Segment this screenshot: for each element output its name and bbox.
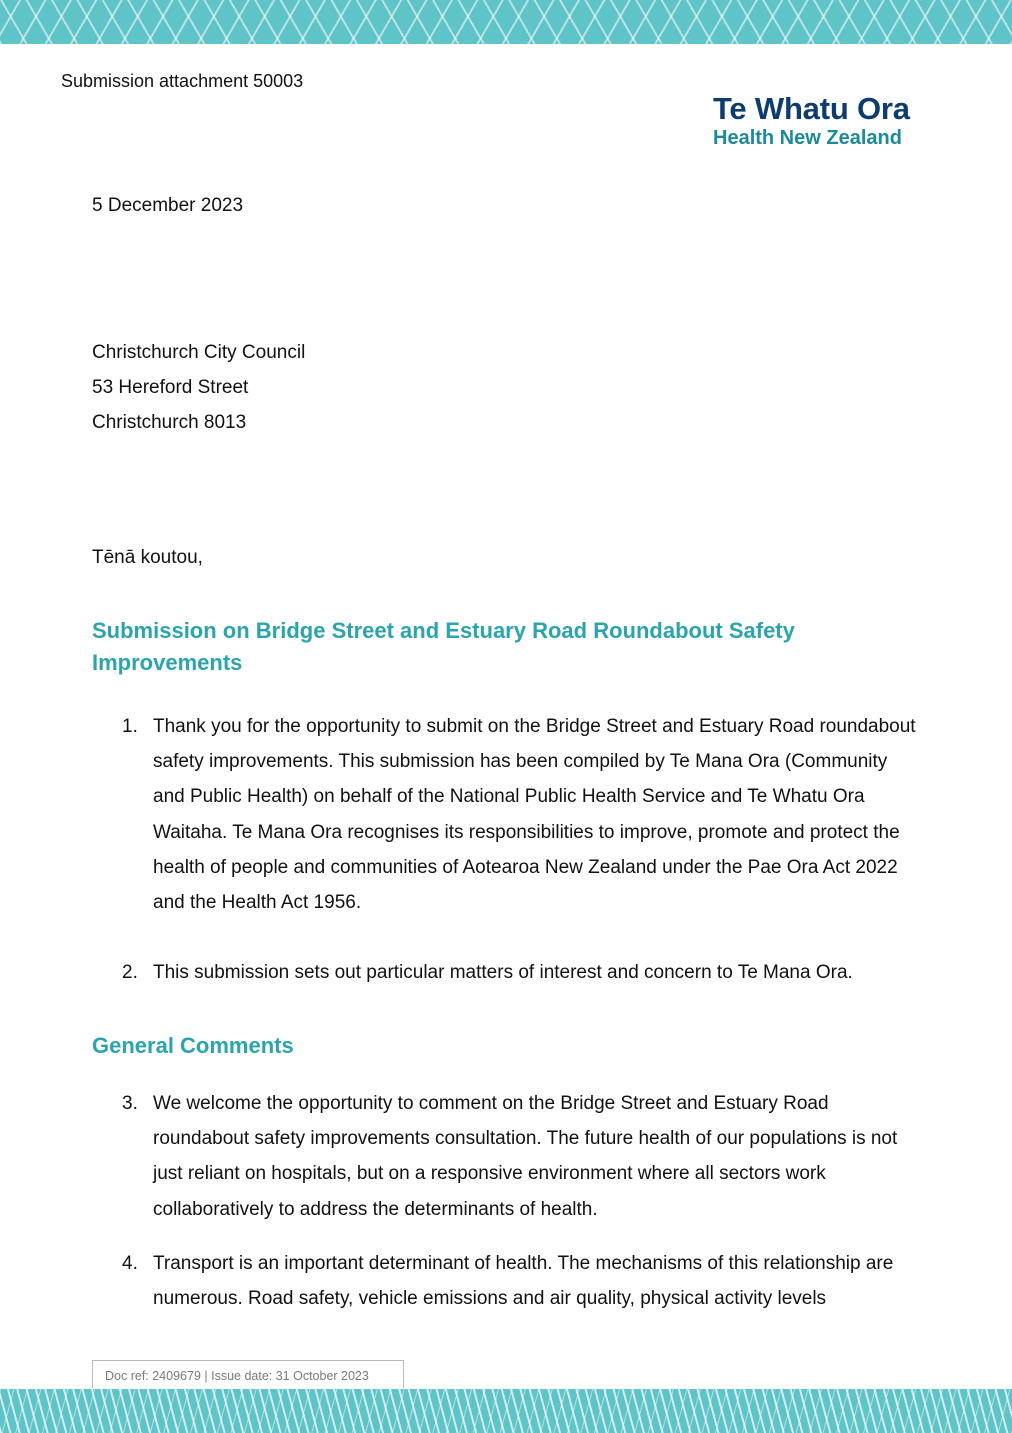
top-decorative-band: [0, 0, 1012, 44]
paragraph-text: We welcome the opportunity to comment on the Bridge Street and Estuary Road roundabout safety improvements consultation. The future health of our populations is not just reliant on hospitals, but on a responsive environment where all sectors work collaboratively to address the determinants of health.: [153, 1093, 898, 1220]
paragraph-text: Transport is an important determinant of health. The mechanisms of this relationship are numerous. Road safety, vehicle emissions and air quality, physical activity levels: [153, 1253, 894, 1310]
attachment-label: Submission attachment 50003: [61, 71, 304, 91]
numbered-paragraph: [122, 955, 922, 990]
document-reference: Doc ref: 2409679 | Issue date: 31 October 2023: [92, 1360, 404, 1388]
paragraph-number: 2.: [122, 962, 138, 983]
recipient-address: [92, 335, 305, 440]
logo-subtitle: Health New Zealand: [713, 127, 902, 149]
paragraph-text: This submission sets out particular matters of interest and concern to Te Mana Ora.: [153, 962, 853, 983]
paragraph-text: Thank you for the opportunity to submit on the Bridge Street and Estuary Road roundabout safety improvements. This submission has been compiled by Te Mana Ora (Community and Public Health) on behalf of the National Public Health Service and Te Whatu Ora Waitaha. Te Mana Ora recognises its responsibilities to improve, promote and protect the health of people and communities of Aotearoa New Zealand under the Pae Ora Act 2022 and the Health Act 1956.: [153, 716, 916, 914]
address-line: Christchurch City Council: [92, 342, 306, 363]
paragraph-number: 3.: [122, 1093, 138, 1114]
letter-date: 5 December 2023: [92, 195, 244, 216]
salutation: Tēnā koutou,: [92, 547, 203, 568]
submission-heading: Submission on Bridge Street and Estuary Road Roundabout Safety Improvements: [92, 618, 795, 675]
bottom-decorative-band: [0, 1389, 1012, 1433]
paragraph-number: 4.: [122, 1253, 138, 1274]
address-line: Christchurch 8013: [92, 412, 247, 433]
numbered-paragraph: [122, 1246, 922, 1316]
numbered-paragraph: [122, 709, 922, 920]
logo-title: Te Whatu Ora: [713, 91, 910, 126]
address-line: 53 Hereford Street: [92, 377, 249, 398]
te-whatu-ora-logo: [713, 92, 963, 150]
numbered-paragraph: [122, 1086, 922, 1227]
general-comments-heading: General Comments: [92, 1033, 294, 1058]
paragraph-number: 1.: [122, 716, 138, 737]
